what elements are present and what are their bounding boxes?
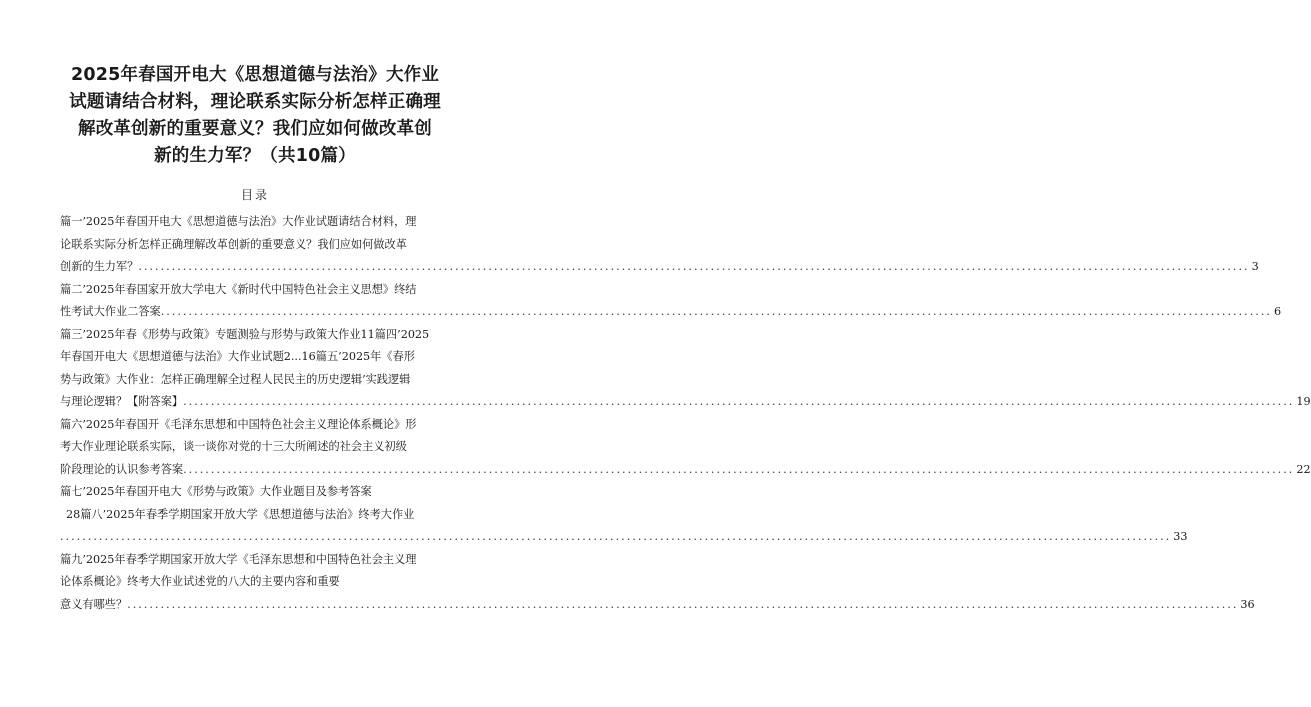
title-line: 新的生力军？（共10篇）	[154, 146, 356, 166]
toc-entry-line[interactable]: 势与政策》大作业：怎样正确理解全过程人民民主的历史逻辑’实践逻辑	[60, 372, 411, 386]
document-title	[60, 62, 450, 170]
toc-entry-line[interactable]: 篇二’2025年春国家开放大学电大《新时代中国特色社会主义思想》终结	[60, 282, 417, 296]
title-line: 解改革创新的重要意义？我们应如何做改革创	[78, 119, 432, 139]
toc-heading: 目录	[240, 188, 269, 202]
toc-page-number: 3	[1251, 260, 1259, 273]
dot-leader: ........................................................................................................................................................................................................	[183, 395, 1295, 408]
toc-entry-text: 性考试大作业二答案	[60, 305, 161, 318]
toc-entry-text: 创新的生力军？	[60, 260, 139, 273]
toc-entry-text: 阶段理论的认识参考答案	[60, 462, 184, 476]
toc-entry-leader-line[interactable]	[60, 526, 1188, 549]
toc-entry-line[interactable]: 篇一’2025年春国开电大《思想道德与法治》大作业试题请结合材料，理	[60, 215, 417, 228]
table-of-contents	[60, 211, 1311, 616]
dot-leader: ........................................................................................................................................................................................................	[60, 530, 1172, 543]
toc-entry-line[interactable]: 论联系实际分析怎样正确理解改革创新的重要意义？我们应如何做改革	[60, 237, 407, 251]
toc-entry-line[interactable]: 篇九’2025年春季学期国家开放大学《毛泽东思想和中国特色社会主义理	[60, 552, 417, 566]
toc-entry-line[interactable]: 考大作业理论联系实际，谈一谈你对党的十三大所阐述的社会主义初级	[60, 440, 407, 453]
toc-entry-leader-line[interactable]	[60, 459, 1311, 482]
toc-entry-line[interactable]: 篇六’2025年春国开《毛泽东思想和中国特色社会主义理论体系概论》形	[60, 417, 417, 431]
dot-leader: ........................................................................................................................................................................................................	[183, 462, 1295, 476]
toc-entry-line[interactable]: 篇七’2025年春国开电大《形势与政策》大作业题目及参考答案	[60, 485, 372, 498]
toc-page-number: 33	[1173, 530, 1188, 543]
toc-entry-leader-line[interactable]	[60, 594, 1255, 617]
toc-page-number: 22	[1296, 462, 1311, 476]
toc-entry-leader-line[interactable]	[60, 391, 1311, 414]
toc-entry-leader-line[interactable]	[60, 256, 1259, 279]
toc-page-number: 6	[1273, 305, 1282, 318]
toc-entry-line[interactable]: 年春国开电大《思想道德与法治》大作业试题2...16篇五’2025年《春形	[60, 350, 415, 363]
toc-entry-text: 与理论逻辑？【附答案】	[60, 395, 184, 408]
toc-entry-leader-line[interactable]	[60, 301, 1282, 324]
toc-page-number: 36	[1240, 597, 1255, 611]
title-line: 试题请结合材料，理论联系实际分析怎样正确理	[69, 92, 441, 112]
toc-page-number: 19	[1296, 395, 1311, 408]
toc-entry-line[interactable]: 论体系概论》终考大作业试述党的八大的主要内容和重要	[60, 575, 340, 588]
dot-leader: ........................................................................................................................................................................................................	[160, 305, 1272, 318]
toc-entry-line[interactable]: 28篇八’2025年春季学期国家开放大学《思想道德与法治》终考大作业	[66, 507, 415, 521]
toc-entry-text: 意义有哪些？	[60, 597, 128, 611]
title-line: 2025年春国开电大《思想道德与法治》大作业	[70, 65, 440, 85]
dot-leader: ........................................................................................................................................................................................................	[127, 597, 1239, 611]
toc-entry-line[interactable]: 篇三’2025年春《形势与政策》专题测验与形势与政策大作业11篇四’2025	[60, 327, 430, 341]
dot-leader: ........................................................................................................................................................................................................	[138, 260, 1250, 273]
